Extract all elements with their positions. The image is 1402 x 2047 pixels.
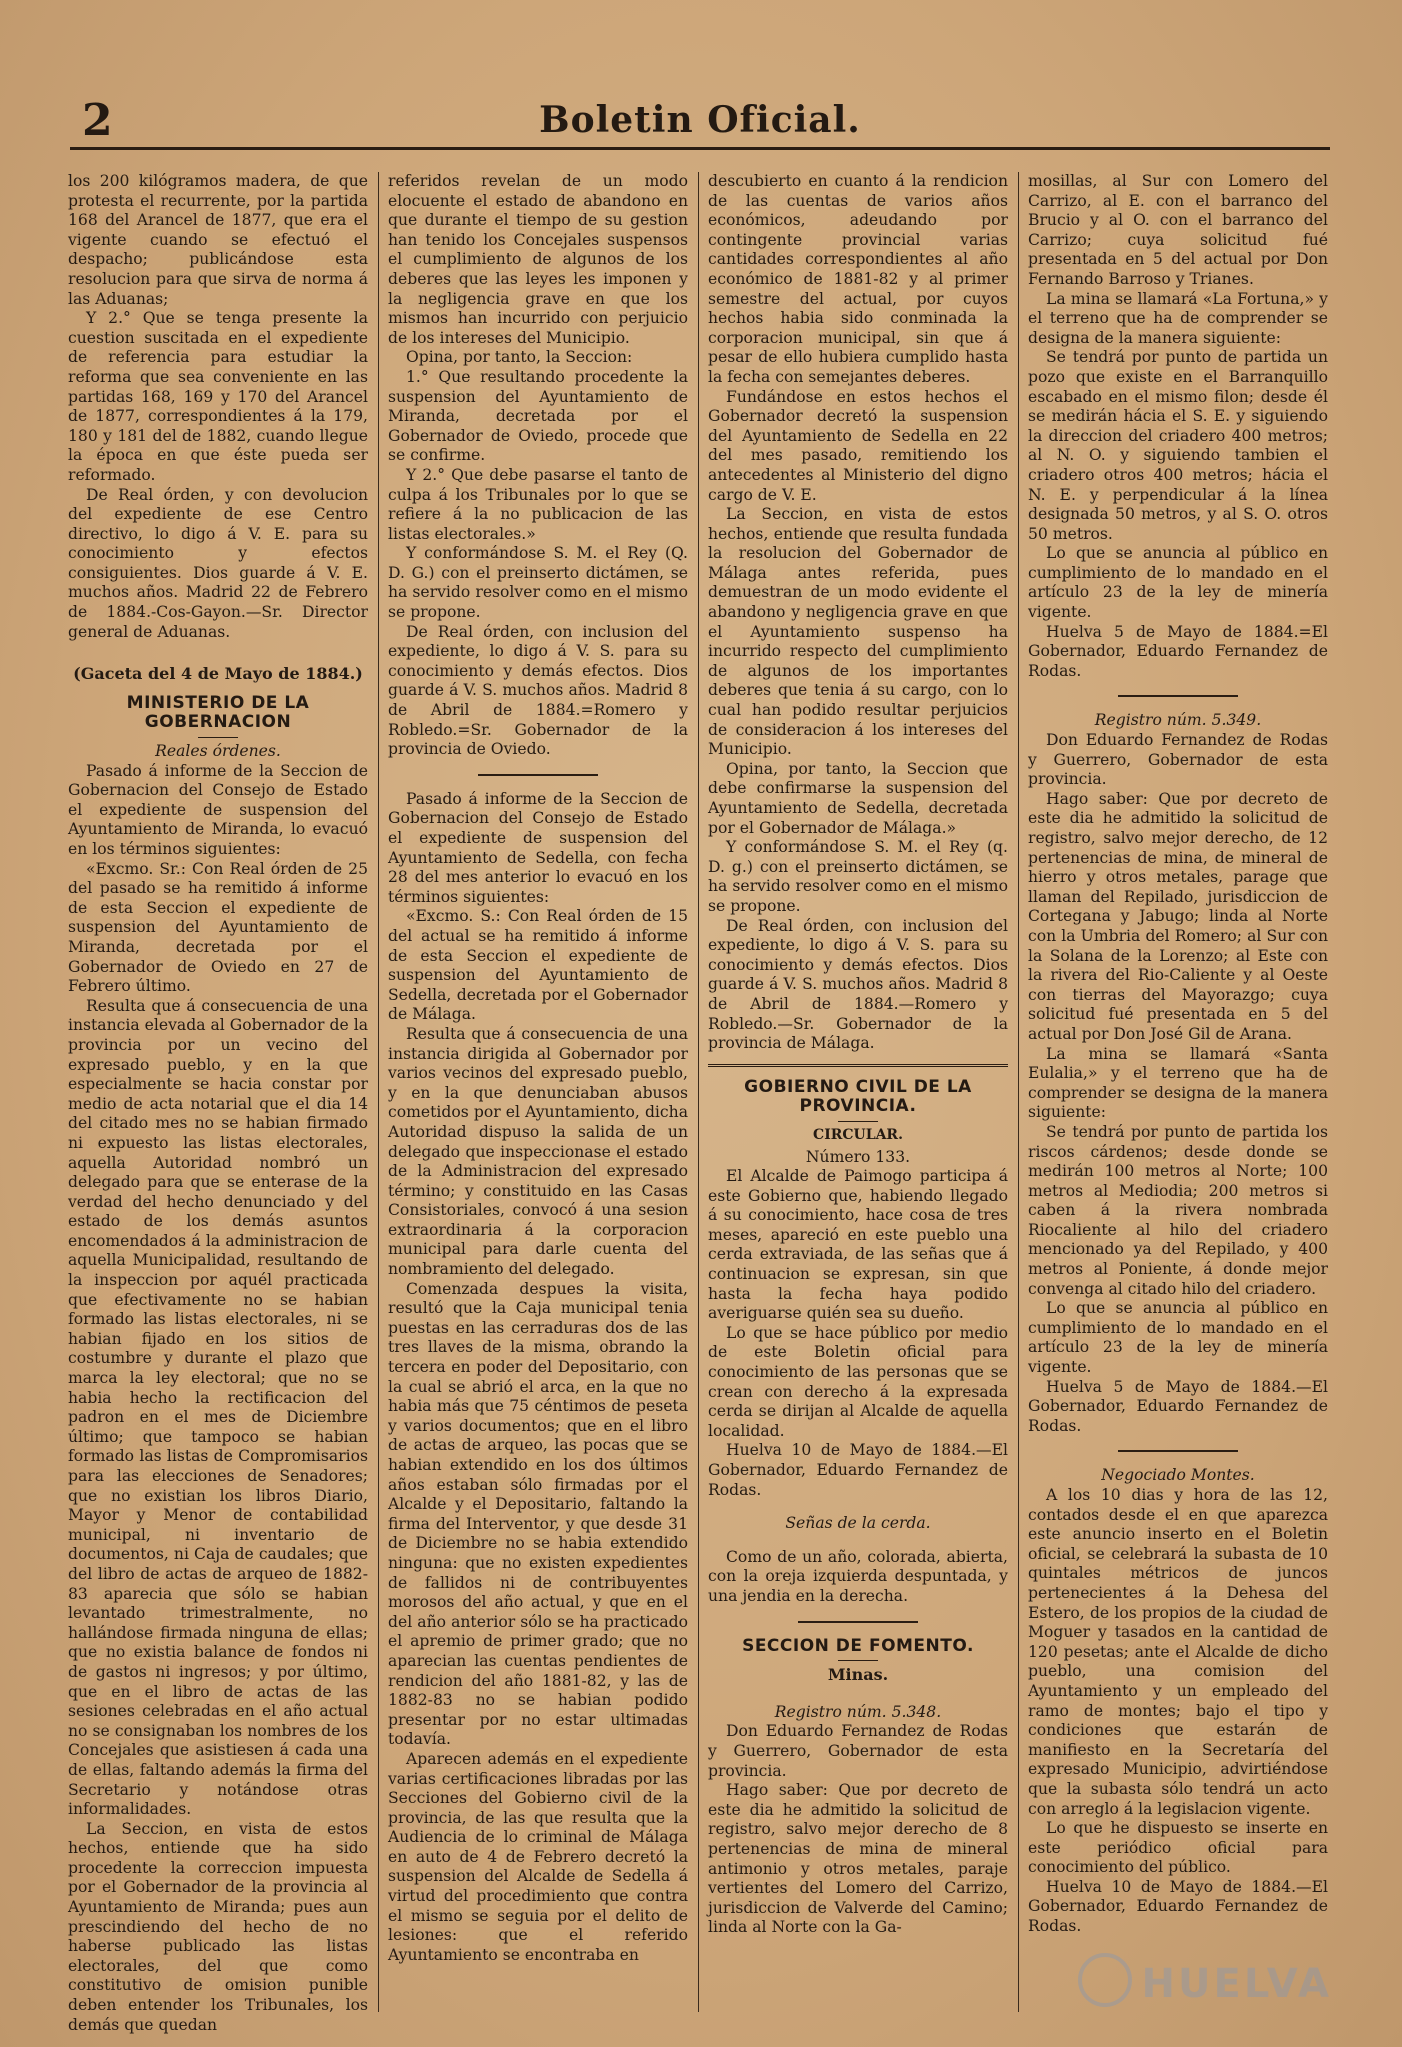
divider bbox=[798, 1621, 918, 1623]
paragraph: Don Eduardo Fernandez de Rodas y Guerrero, Gobernador de esta provincia. bbox=[708, 1722, 1008, 1780]
column-4 bbox=[1028, 172, 1328, 2012]
watermark-logo-icon bbox=[1078, 1953, 1132, 2007]
newspaper-title: Boletin Oficial. bbox=[539, 99, 861, 141]
watermark: HUELVA bbox=[1141, 1961, 1332, 2007]
paragraph: La mina se llamará «Santa Eulalia,» y el terreno que ha de comprender se designa de la manera siguiente: bbox=[1028, 1044, 1328, 1122]
paragraph: Lo que he dispuesto se inserte en este periódico oficial para conocimiento del público. bbox=[1028, 1819, 1328, 1877]
paragraph: Lo que se anuncia al público en cumplimiento de lo mandado en el artículo 23 de la ley de minería vigente. bbox=[1028, 544, 1328, 622]
paragraph: 1.° Que resultando procedente la suspension del Ayuntamiento de Miranda, decretada por el Gobernador de Oviedo, procede que se confirme. bbox=[388, 367, 688, 465]
paragraph: Lo que se anuncia al público en cumplimiento de lo mandado en el artículo 23 de la ley de minería vigente. bbox=[1028, 1299, 1328, 1377]
subheading: Señas de la cerda. bbox=[785, 1514, 931, 1533]
paragraph: descubierto en cuanto á la rendicion de las cuentas de varios años económicos, adeudando por contingente provincial varias cantidades correspondientes al año económico de 1881-82 y al primer semestre del actual, por cuyos hechos habia sido conminada la corporacion municipal, sin que á pesar de ello hubiera cumplido hasta la fecha con semejantes deberes. bbox=[708, 172, 1008, 386]
paragraph: Resulta que á consecuencia de una instancia dirigida al Gobernador por varios vecinos del expresado pueblo, y en la que denunciaban abusos cometidos por el Ayuntamiento, dicha Autoridad dispuso la salida de un delegado que inspeccionase el estado de la Administracion del expresado término; y constituido en las Casas Consistoriales, convocó á una sesion extraordinaria á la corporacion municipal para darle cuenta del nombramiento del delegado. bbox=[388, 1024, 688, 1279]
column-3 bbox=[708, 172, 1008, 2012]
divider bbox=[838, 1121, 878, 1122]
columns bbox=[68, 172, 1334, 2034]
paragraph: Pasado á informe de la Seccion de Gobernacion del Consejo de Estado el expediente de suspension del Ayuntamiento de Sedella, con fecha 28 del mes anterior lo evacuó en los términos siguientes: bbox=[388, 789, 688, 906]
paragraph: Como de un año, colorada, abierta, con la oreja izquierda despuntada, y una jendia en la derecha. bbox=[708, 1547, 1008, 1605]
paragraph: A los 10 dias y hora de las 12, contados desde el en que aparezca este anuncio inserto en el Boletin oficial, se celebrará la subasta de 10 quintales métricos de juncos pertenecientes á la Dehesa del Estero, de los propios de la ciudad de Moguer y tasados en la cantidad de 120 pesetas; ante el Alcalde de dicho pueblo, una comision del Ayuntamiento y un empleado del ramo de montes; bajo el tipo y condiciones que estarán de manifiesto en la Secretaría del expresado Municipio, advirtiéndose que la subasta sólo tendrá un acto con arreglo á la legislacion vigente. bbox=[1028, 1486, 1328, 1818]
spacer bbox=[708, 1534, 1008, 1548]
paragraph: Huelva 10 de Mayo de 1884.—El Gobernador, Eduardo Fernandez de Rodas. bbox=[1028, 1877, 1328, 1936]
divider bbox=[838, 1660, 878, 1661]
paragraph: La Seccion, en vista de estos hechos, entiende que resulta fundada la resolucion del Gobernador de Málaga antes referida, pues demuestran de un modo evidente el abandono y negligencia grave en que el Ayuntamiento suspenso ha incurrido respecto del cumplimiento de algunos de los importantes deberes que tenia á su cargo, con lo cual han podido resultar perjuicios de consideracion á los intereses del Municipio. bbox=[708, 505, 1008, 759]
paragraph: Fundándose en estos hechos el Gobernador decretó la suspension del Ayuntamiento de Sedella en 22 del mes pasado, remitiendo los antecedentes al Ministerio del digno cargo de V. E. bbox=[708, 387, 1008, 504]
section-heading: MINISTERIO DE LA GOBERNACION bbox=[126, 692, 310, 733]
paragraph: los 200 kilógramos madera, de que protesta el recurrente, por la partida 168 del Arancel de 1877, que era el vigente cuando se efectuó el despacho; publicándose esta resolucion para que sirva de norma á las Aduanas; bbox=[68, 172, 368, 308]
spacer bbox=[708, 1689, 1008, 1703]
paragraph: «Excmo. Sr.: Con Real órden de 25 del pasado se ha remitido á informe de esta Seccion el expediente de suspension del Ayuntamiento de Miranda, decretada por el Gobernador de Oviedo en 27 de Febrero último. bbox=[68, 859, 368, 996]
divider bbox=[198, 737, 238, 738]
divider bbox=[1118, 695, 1238, 697]
subsection-heading: Minas. bbox=[827, 1665, 889, 1685]
paragraph: Opina, por tanto, la Seccion que debe confirmarse la suspension del Ayuntamiento de Sedella, decretada por el Gobernador de Málaga.» bbox=[708, 759, 1008, 837]
registro-label: Registro núm. 5.349. bbox=[1094, 711, 1262, 730]
paragraph: Y 2.° Que debe pasarse el tanto de culpa á los Tribunales por lo que se refiere á la no publicacion de las listas electorales.» bbox=[388, 465, 688, 543]
paragraph: El Alcalde de Paimogo participa á este Gobierno que, habiendo llegado á su conocimiento, hace cosa de tres meses, apareció en este pueblo una cerda extraviada, de las señas que á continuacion se expresan, sin que hasta la fecha haya podido averiguarse quién sea su dueño. bbox=[708, 1167, 1008, 1323]
section-heading: SECCION DE FOMENTO. bbox=[742, 1635, 974, 1656]
paragraph: Y 2.° Que se tenga presente la cuestion suscitada en el expediente de referencia para estudiar la reforma que sea conveniente en las partidas 168, 169 y 170 del Arancel de 1877, correspondientes á la 179, 180 y 181 del de 1882, cuando llegue la época en que éste pueda ser reformado. bbox=[68, 309, 368, 484]
column-rule bbox=[378, 172, 379, 2012]
page-header bbox=[70, 95, 1330, 157]
paragraph: Huelva 10 de Mayo de 1884.—El Gobernador, Eduardo Fernandez de Rodas. bbox=[708, 1441, 1008, 1499]
paragraph: «Excmo. S.: Con Real órden de 15 del actual se ha remitido á informe de esta Seccion el expediente de suspension del Ayuntamiento de Sedella, decretada por el Gobernador de Málaga. bbox=[388, 907, 688, 1024]
paragraph: Resulta que á consecuencia de una instancia elevada al Gobernador de la provincia por un vecino del expresado pueblo, y en la que especialmente se hacia constar por medio de acta notarial que el dia 14 del citado mes no se habian firmado ni expuesto las listas electorales, aquella Autoridad nombró un delegado para que se enterase de la verdad del hecho denunciado y del estado de los demás asuntos encomendados á la administracion de aquella Municipalidad, resultando de la inspeccion por aquél practicada que efectivamente no se habian formado las listas electorales, ni se habian fijado en los sitios de costumbre y durante el plazo que marca la ley electoral; que no se habia hecho la rectificacion del padron en el mes de Diciembre último; que tampoco se habian formado las listas de Compromisarios para las elecciones de Senadores; que no existian los libros Diario, Mayor y Menor de contabilidad municipal, ni inventario de documentos, ni Caja de caudales; que del libro de actas de arqueo de 1882-83 aparecia que sólo se habian levantado trimestralmente, no hallándose firmada ninguna de ellas; que no existia balance de fondos ni de gastos ni ingresos; y por último, que en el libro de actas de las sesiones celebradas en el año actual no se consignaban los nombres de los Concejales que asistiesen á cada una de ellas, faltando además la firma del Secretario y notándose otras informalidades. bbox=[68, 996, 368, 1819]
paragraph: De Real órden, con inclusion del expediente, lo digo á V. S. para su conocimiento y demás efectos. Dios guarde á V. S. muchos años. Madrid 8 de Abril de 1884.=Romero y Robledo.=Sr. Gobernador de la provincia de Oviedo. bbox=[388, 622, 688, 759]
page-number: 2 bbox=[82, 95, 113, 146]
paragraph: Comenzada despues la visita, resultó que la Caja municipal tenia puestas en las cerraduras dos de las tres llaves de la misma, obrando la tercera en poder del Depositario, con la cual se abrió el arca, en la que no habia más que 75 céntimos de peseta y varios documentos; que en el libro de actas de arqueo, las pocas que se habian extendido en los dos últimos años estaban sólo firmadas por el Alcalde y el Depositario, faltando la firma del Interventor, y que desde 31 de Diciembre no se habia extendido ninguna: que no existen expedientes de fallidos ni de contribuyentes morosos del año actual, y que en el del año anterior sólo se ha practicado el apremio de primer grado; que no aparecian las cuentas pendientes de rendicion del año 1881-82, y las de 1882-83 no se habian podido presentar por no estar ultimadas todavía. bbox=[388, 1279, 688, 1749]
paragraph: Pasado á informe de la Seccion de Gobernacion del Consejo de Estado el expediente de suspension del Ayuntamiento de Miranda, lo evacuó en los términos siguientes: bbox=[68, 761, 368, 858]
paragraph: Huelva 5 de Mayo de 1884.=El Gobernador, Eduardo Fernandez de Rodas. bbox=[1028, 622, 1328, 680]
circular-number: Número 133. bbox=[805, 1147, 911, 1166]
paragraph: Hago saber: Que por decreto de este dia he admitido la solicitud de registro, salvo mejor derecho de 8 pertenencias de mina de mineral antimonio y otros metales, paraje vertientes del Lomero del Carrizo, jurisdiccion de Valverde del Camino; linda al Norte con la Ga- bbox=[708, 1781, 1008, 1937]
paragraph: Aparecen además en el expediente varias certificaciones libradas por las Secciones del Gobierno civil de la provincia, de las que resulta que la Audiencia de lo criminal de Málaga en auto de 4 de Febrero decretó la suspension del Alcalde de Sedella á virtud del procedimiento que contra el mismo se seguia por el delito de lesiones: que el referido Ayuntamiento se encontraba en bbox=[388, 1749, 688, 1964]
header-rule bbox=[70, 147, 1330, 150]
divider bbox=[708, 1064, 1008, 1070]
section-heading: GOBIERNO CIVIL DE LA PROVINCIA. bbox=[744, 1076, 972, 1117]
paragraph: Se tendrá por punto de partida los riscos cárdenos; desde donde se medirán 100 metros al Norte; 100 metros al Mediodia; 200 metros si caben á la rivera nombrada Riocaliente al hilo del criadero mencionado ya del Repilado, y 400 metros al Poniente, á donde mejor convenga al citado hilo del criadero. bbox=[1028, 1122, 1328, 1298]
column-rule bbox=[698, 172, 699, 2012]
paragraph: Huelva 5 de Mayo de 1884.—El Gobernador, Eduardo Fernandez de Rodas. bbox=[1028, 1377, 1328, 1435]
paragraph: De Real órden, y con devolucion del expediente de ese Centro directivo, lo digo á V. E. para su conocimiento y efectos consiguientes. Dios guarde á V. E. muchos años. Madrid 22 de Febrero de 1884.-Cos-Gayon.—Sr. Director general de Aduanas. bbox=[68, 485, 368, 641]
column-1 bbox=[68, 172, 368, 2034]
column-2 bbox=[388, 172, 688, 2012]
paragraph: Y conformándose S. M. el Rey (q. D. g.) con el preinserto dictámen, se ha servido resolver como en el mismo se propone. bbox=[708, 838, 1008, 915]
paragraph: Hago saber: Que por decreto de este dia he admitido la solicitud de registro, salvo mejor derecho, de 12 pertenencias de mina, de mineral de hierro y otros metales, parage que llaman del Repilado, jurisdiccion de Cortegana y Jabugo; linda al Norte con la Umbria del Romero; al Sur con la Solana de la Lorenzo; al Este con la rivera del Rio-Caliente y al Oeste con tierras del Mayorazgo; cuya solicitud fué presentada en 5 del actual por Don José Gil de Arana. bbox=[1028, 789, 1328, 1043]
circular-label: CIRCULAR. bbox=[813, 1126, 903, 1143]
paragraph: mosillas, al Sur con Lomero del Carrizo, al E. con el barranco del Brucio y al O. con el barranco del Carrizo; cuya solicitud fué presentada en 5 del actual por Don Fernando Barroso y Trianes. bbox=[1028, 172, 1328, 288]
paragraph: De Real órden, con inclusion del expediente, lo digo á V. S. para su conocimiento y demás efectos. Dios guarde á V. S. muchos años. Madrid 8 de Abril de 1884.—Romero y Robledo.—Sr. Gobernador de la provincia de Málaga. bbox=[708, 916, 1008, 1053]
paragraph: La Seccion, en vista de estos hechos, entiende que ha sido procedente la correccion impuesta por el Gobernador de la provincia al Ayuntamiento de Miranda; pues aun prescindiendo del hecho de no haberse publicado las listas electorales, del que como constitutivo de omision punible deben entender los Tribunales, los demás que quedan bbox=[68, 1819, 368, 2034]
column-rule bbox=[1018, 172, 1019, 2012]
paragraph: Don Eduardo Fernandez de Rodas y Guerrero, Gobernador de esta provincia. bbox=[1028, 731, 1328, 789]
registro-label: Registro núm. 5.348. bbox=[774, 1702, 942, 1721]
paragraph: La mina se llamará «La Fortuna,» y el terreno que ha de comprender se designa de la manera siguiente: bbox=[1028, 289, 1328, 347]
paragraph: referidos revelan de un modo elocuente el estado de abandono en que durante el tiempo de su gestion han tenido los Concejales suspensos el cumplimiento de algunos de los deberes que las leyes les imponen y la negligencia grave en que los mismos han incurrido con perjuicio de los intereses del Municipio. bbox=[388, 172, 688, 347]
gaceta-note: (Gaceta del 4 de Mayo de 1884.) bbox=[73, 664, 363, 684]
divider bbox=[478, 774, 598, 776]
paragraph: Opina, por tanto, la Seccion: bbox=[406, 348, 633, 367]
subheading: Negociado Montes. bbox=[1101, 1466, 1255, 1485]
spacer bbox=[708, 1500, 1008, 1514]
paragraph: Lo que se hace público por medio de este Boletin oficial para conocimiento de las personas que se crean con derecho á la expresada cerda se dirijan al Alcalde de aquella localidad. bbox=[708, 1323, 1008, 1440]
paragraph: Se tendrá por punto de partida un pozo que existe en el Barranquillo escabado en el mismo filon; desde él se medirán hácia el S. E. y siguiendo la direccion del criadero 400 metros; al N. O. y siguiendo tambien el criadero otros 400 metros; hácia el N. E. y perpendicular á la línea designada 50 metros, y al S. O. otros 50 metros. bbox=[1028, 348, 1328, 543]
subheading: Reales órdenes. bbox=[155, 742, 281, 761]
paragraph: Y conformándose S. M. el Rey (Q. D. G.) con el preinserto dictámen, se ha servido resolver como en el mismo se propone. bbox=[388, 544, 688, 622]
divider bbox=[1118, 1450, 1238, 1452]
